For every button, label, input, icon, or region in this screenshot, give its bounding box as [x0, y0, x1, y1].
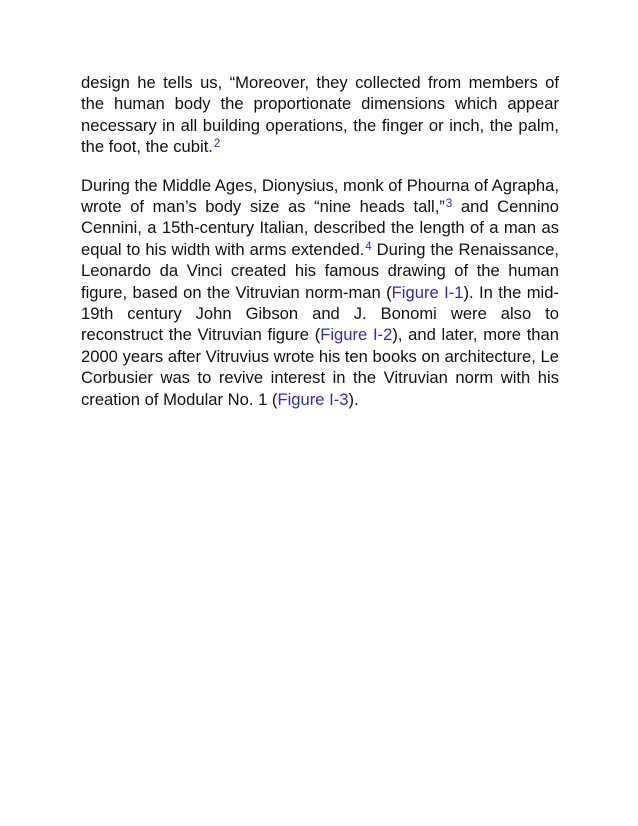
footnote-ref-2[interactable]: 2 [213, 138, 221, 151]
figure-link-i-2[interactable]: Figure I-2 [320, 325, 393, 345]
document-page [81, 72, 559, 410]
paragraph-text: ). In the mid-19th century John Gibson and J. Bonomi were also to reconstruct the Vitruvian figure ( [81, 282, 559, 345]
paragraph-text: design he tells us, “Moreover, they collected from members of the human body the proportionate dimensions which appear necessary in all building operations, the finger or inch, the palm, the foot, the cubit. [81, 73, 559, 157]
paragraph-text: ). [348, 389, 359, 409]
paragraph-vitruvius-quote [81, 72, 559, 158]
paragraph-text: ), and later, more than 2000 years after Vitruvius wrote his ten books on architecture, Le Corbusier was to revive interest in the Vitruvian norm with his creation of Modular No. 1 ( [81, 325, 559, 409]
footnote-ref-4[interactable]: 4 [365, 240, 372, 253]
paragraph-history [81, 175, 559, 410]
paragraph-text: During the Middle Ages, Dionysius, monk of Phourna of Agrapha, wrote of man’s body size as “nine heads tall,” [81, 175, 559, 217]
paragraph-text: and Cennino Cennini, a 15th-century Italian, described the length of a man as equal to his width with arms extended. [81, 197, 559, 259]
footnote-ref-3[interactable]: 3 [445, 198, 453, 211]
figure-link-i-3[interactable]: Figure I-3 [277, 389, 349, 409]
paragraph-text: During the Renaissance, Leonardo da Vinci created his famous drawing of the human figure, based on the Vitruvian norm-man ( [81, 239, 560, 302]
figure-link-i-1[interactable]: Figure I-1 [391, 282, 464, 302]
